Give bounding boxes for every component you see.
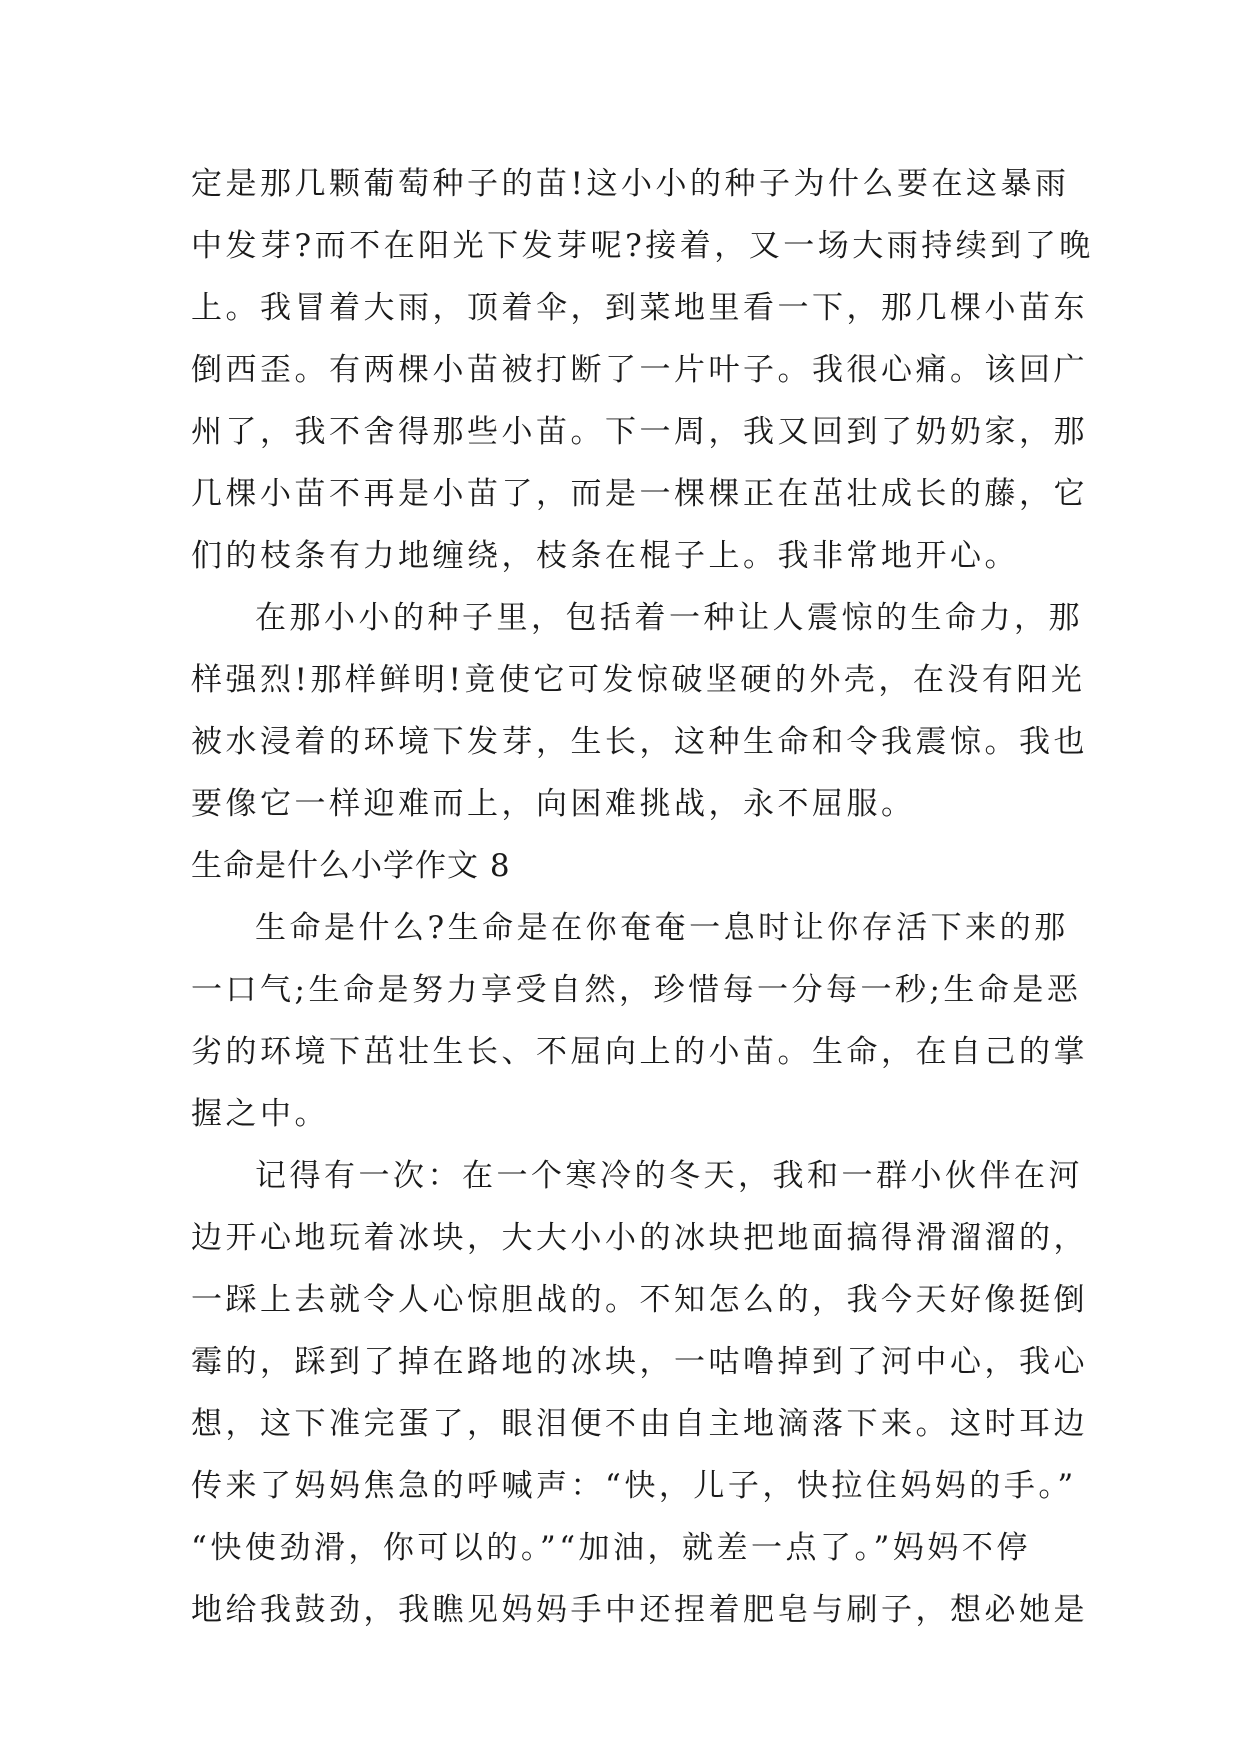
text-line: 一口气;生命是努力享受自然，珍惜每一分每一秒;生命是恶 [191, 972, 1082, 1008]
text-line: 被水浸着的环境下发芽，生长，这种生命和令我震惊。我也 [191, 724, 1088, 760]
text-line: 想，这下准完蛋了，眼泪便不由自主地滴落下来。这时耳边 [191, 1406, 1088, 1442]
text-line: 几棵小苗不再是小苗了，而是一棵棵正在茁壮成长的藤，它 [191, 476, 1088, 512]
text-line: 地给我鼓劲，我瞧见妈妈手中还捏着肥皂与刷子，想必她是 [191, 1592, 1088, 1628]
text-line: 握之中。 [191, 1096, 329, 1132]
text-line: 州了，我不舍得那些小苗。下一周，我又回到了奶奶家，那 [191, 414, 1088, 450]
text-line: 要像它一样迎难而上，向困难挑战，永不屈服。 [191, 786, 916, 822]
text-line: 样强烈!那样鲜明!竟使它可发惊破坚硬的外壳，在没有阳光 [191, 662, 1086, 698]
text-line: 上。我冒着大雨，顶着伞，到菜地里看一下，那几棵小苗东 [191, 290, 1088, 326]
section-heading: 生命是什么小学作文 8 [191, 848, 511, 884]
paragraph-start-line: 记得有一次：在一个寒冷的冬天，我和一群小伙伴在河 [255, 1158, 1083, 1194]
text-line: 传来了妈妈焦急的呼喊声：“快，儿子，快拉住妈妈的手。” [191, 1468, 1077, 1504]
text-line: 中发芽?而不在阳光下发芽呢?接着，又一场大雨持续到了晚 [191, 228, 1094, 264]
paragraph-start-line: 生命是什么?生命是在你奄奄一息时让你存活下来的那 [255, 910, 1069, 946]
text-line: 劣的环境下茁壮生长、不屈向上的小苗。生命，在自己的掌 [191, 1034, 1088, 1070]
text-line: “快使劲滑，你可以的。”“加油，就差一点了。”妈妈不停 [191, 1530, 1031, 1566]
text-line: 们的枝条有力地缠绕，枝条在棍子上。我非常地开心。 [191, 538, 1019, 574]
text-line: 定是那几颗葡萄种子的苗!这小小的种子为什么要在这暴雨 [191, 166, 1070, 202]
text-line: 霉的，踩到了掉在路地的冰块，一咕噜掉到了河中心，我心 [191, 1344, 1088, 1380]
text-line: 边开心地玩着冰块，大大小小的冰块把地面搞得滑溜溜的， [191, 1220, 1088, 1256]
text-line: 倒西歪。有两棵小苗被打断了一片叶子。我很心痛。该回广 [191, 352, 1088, 388]
text-line: 一踩上去就令人心惊胆战的。不知怎么的，我今天好像挺倒 [191, 1282, 1088, 1318]
paragraph-start-line: 在那小小的种子里，包括着一种让人震惊的生命力，那 [255, 600, 1083, 636]
document-page [191, 153, 1094, 1641]
